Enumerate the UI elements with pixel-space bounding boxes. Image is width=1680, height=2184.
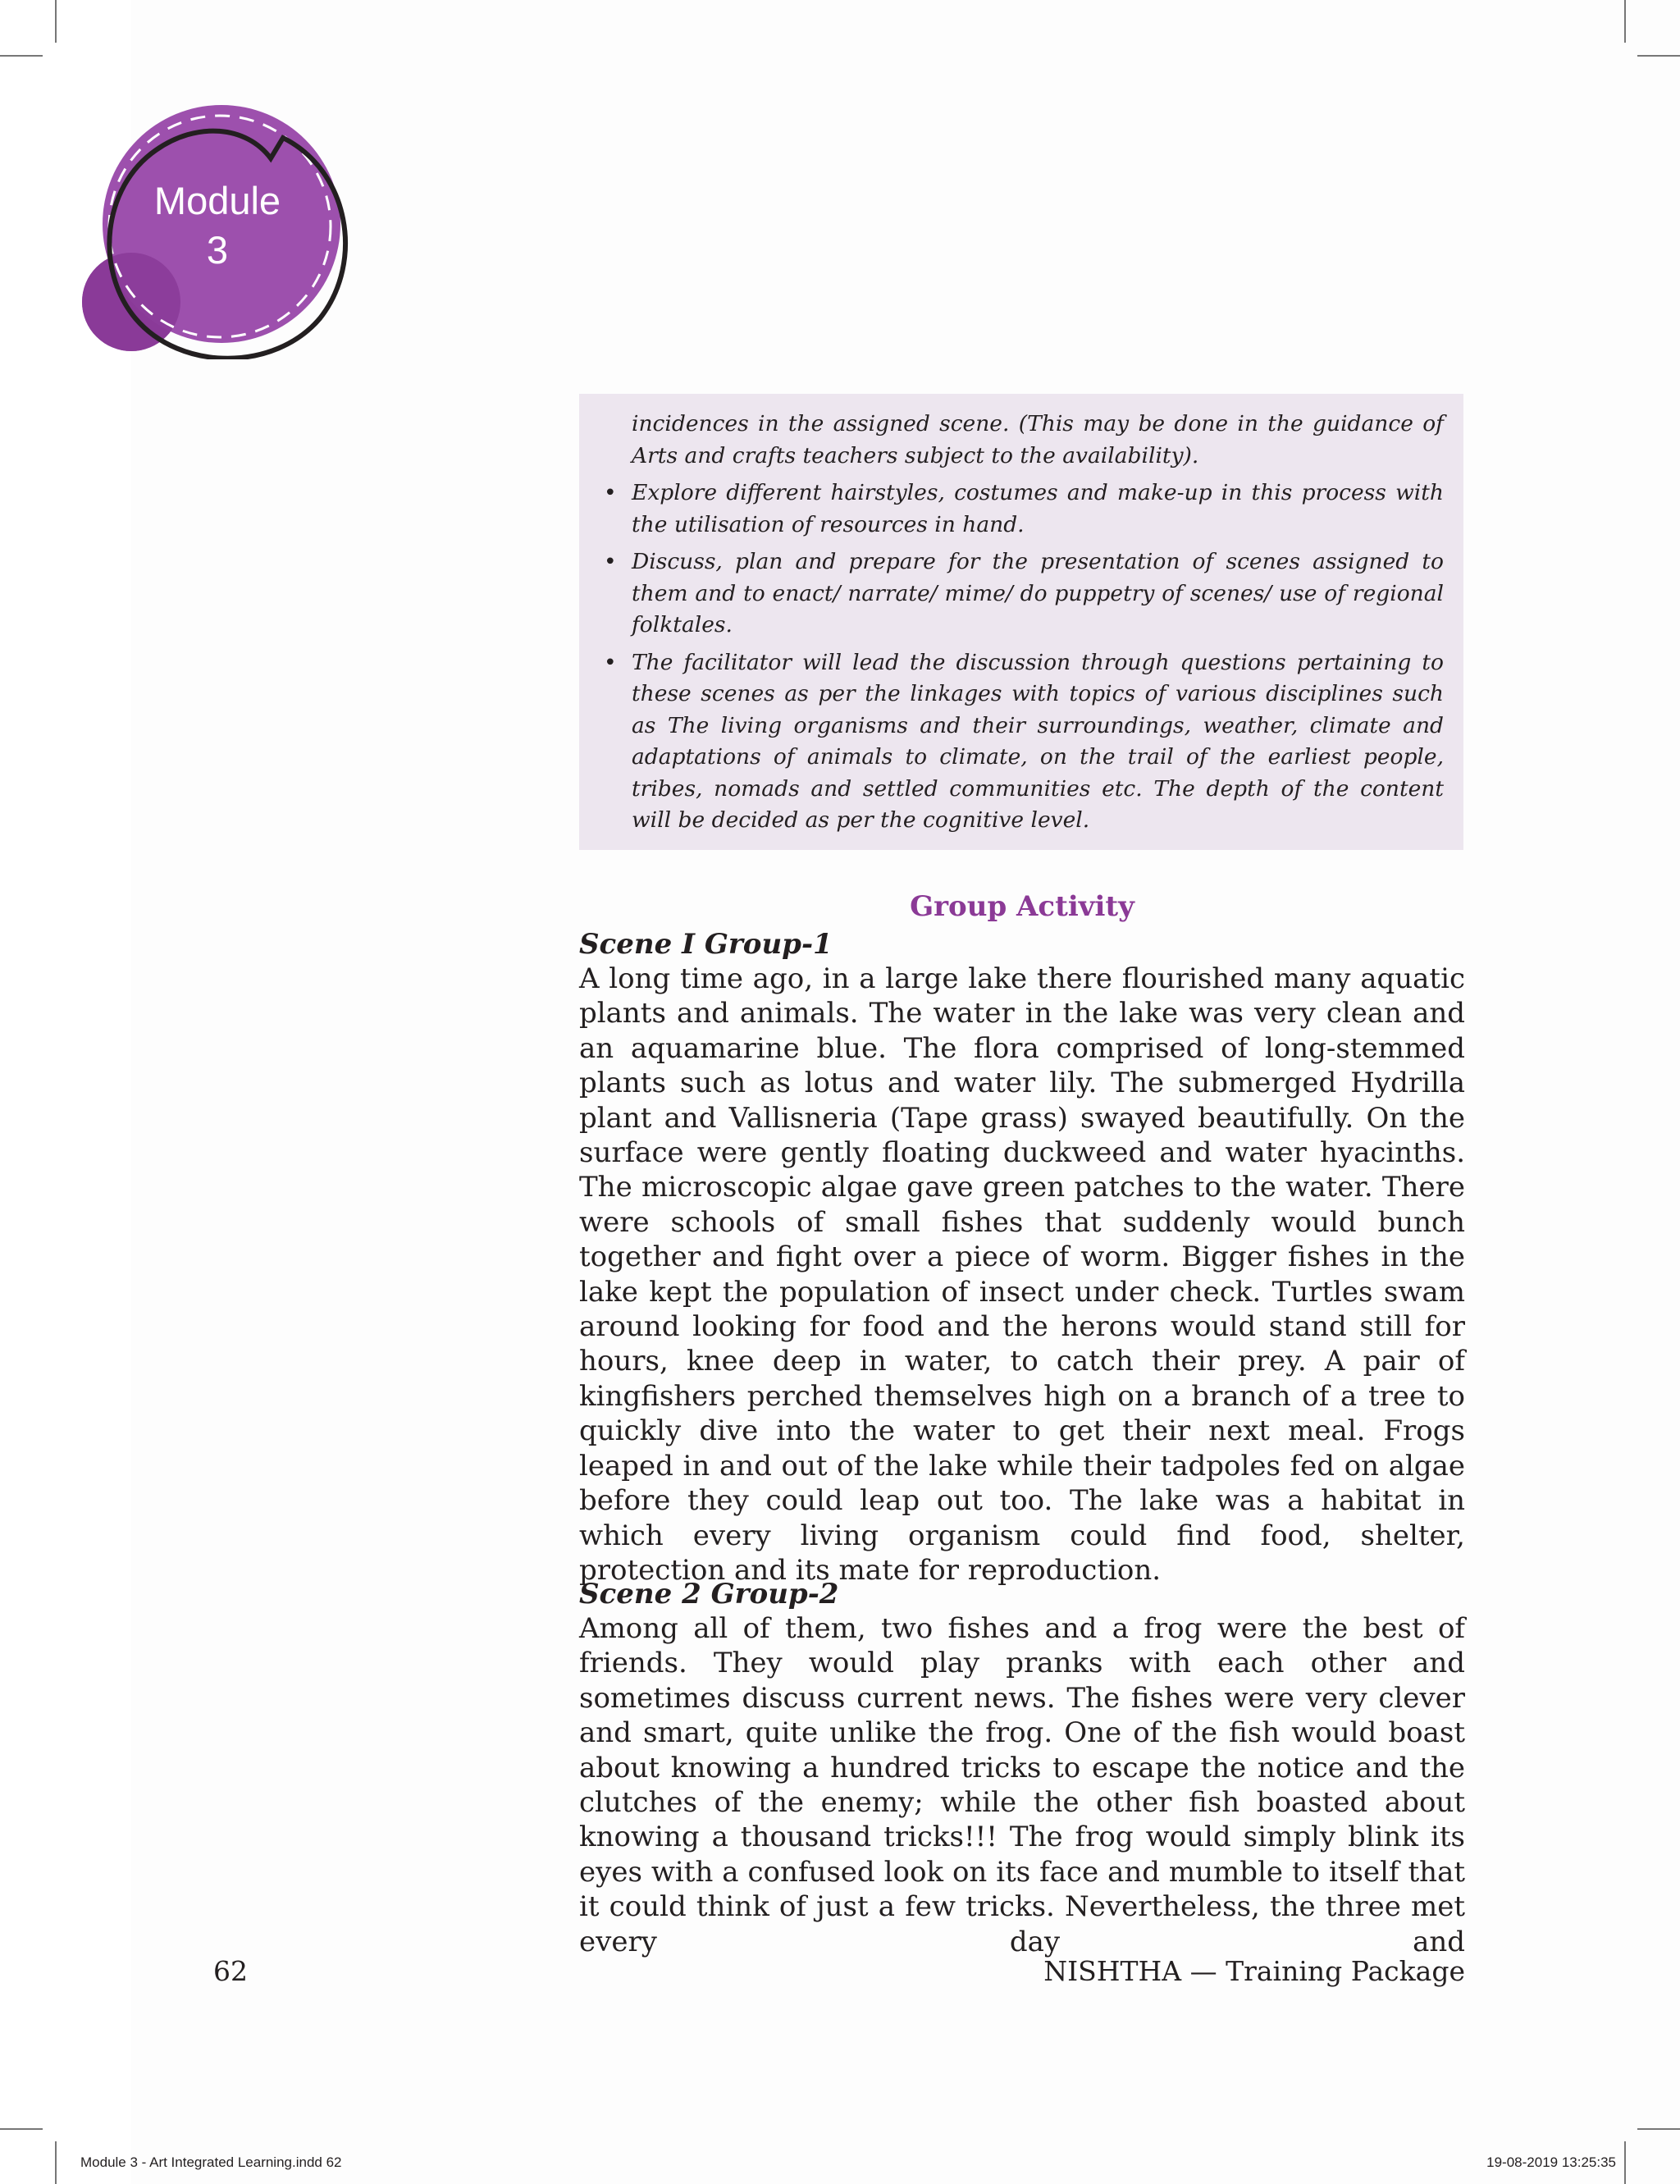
- group-activity-heading: Group Activity: [910, 890, 1134, 923]
- scene-2-text: Among all of them, two fishes and a frog were the best of friends. They would play pranks with each other and sometimes discuss current news. The fishes were very clever and smart, quite unlike the frog. One of the fish would boast about knowing a hundred tricks to escape the notice and the clutches of the enemy; while the other fish boasted about knowing a thousand tricks!!! The frog would simply blink its eyes with a confused look on its face and mumble to itself that it could think of just a few tricks. Nevertheless, the three met every day and: [579, 1612, 1465, 1958]
- module-badge-label: [107, 176, 328, 275]
- list-item: [604, 477, 1444, 541]
- list-item-text: Discuss, plan and prepare for the presentation of scenes assigned to them and to enact/ narrate/ mime/ do puppetry of scenes/ use of regional folktales.: [632, 549, 1444, 637]
- module-label: Module: [153, 179, 281, 222]
- crop-mark: [1624, 2141, 1626, 2184]
- list-item-text: The facilitator will lead the discussion through questions pertaining to these scenes as per the linkages with topics of various disciplines such as The living organisms and their surroundings, weather, climate and adaptations of animals to climate, on the trail of the earliest people, tribes, nomads and settled communities etc. The depth of the content will be decided as per the cognitive level.: [632, 649, 1444, 833]
- list-item: [604, 546, 1444, 642]
- list-item: [604, 647, 1444, 837]
- crop-mark: [1637, 55, 1680, 57]
- scene-1-title: Scene I Group-1: [579, 928, 833, 961]
- crop-mark: [1624, 0, 1626, 43]
- crop-mark: [55, 0, 57, 43]
- page-number: 62: [213, 1955, 248, 1987]
- scene-2-title: Scene 2 Group-2: [579, 1578, 839, 1611]
- crop-mark: [0, 2128, 43, 2130]
- bullet-icon: •: [604, 649, 617, 675]
- instructions-list: [604, 477, 1444, 837]
- list-item-text: Explore different hairstyles, costumes and make-up in this process with the utilisation of resources in hand.: [632, 480, 1444, 537]
- scene-1-text: A long time ago, in a large lake there flourished many aquatic plants and animals. The water in the lake was very clean and an aquamarine blue. The flora comprised of long-stemmed plants such as lotus and water lily. The submerged Hydrilla plant and Vallisneria (Tape grass) swayed beautifully. On the surface were gently floating duckweed and water hyacinths. The microscopic algae gave green patches to the water. There were schools of small fishes that suddenly would bunch together and fight over a piece of worm. Bigger fishes in the lake kept the population of insect under check. Turtles swam around looking for food and the herons would stand still for hours, knee deep in water, to catch their prey. A pair of kingfishers perched themselves high on a branch of a tree to quickly dive into the water to get their next meal. Frogs leaped in and out of the lake while their tadpoles fed on algae before they could leap out too. The lake was a habitat in which every living organism could find food, shelter, protection and its mate for reproduction.: [579, 962, 1465, 1587]
- crop-mark: [0, 55, 43, 57]
- slug-filename: Module 3 - Art Integrated Learning.indd 62: [80, 2154, 342, 2170]
- bullet-icon: •: [604, 480, 617, 505]
- instructions-text: [604, 409, 1444, 843]
- instructions-continuation: incidences in the assigned scene. (This may be done in the guidance of Arts and crafts teachers subject to the availability).: [632, 411, 1444, 468]
- module-number: 3: [206, 228, 229, 272]
- crop-mark: [1637, 2128, 1680, 2130]
- slug-timestamp: 19-08-2019 13:25:35: [1486, 2154, 1616, 2170]
- bullet-icon: •: [604, 549, 617, 574]
- crop-mark: [55, 2141, 57, 2184]
- running-footer-title: NISHTHA — Training Package: [1043, 1955, 1465, 1987]
